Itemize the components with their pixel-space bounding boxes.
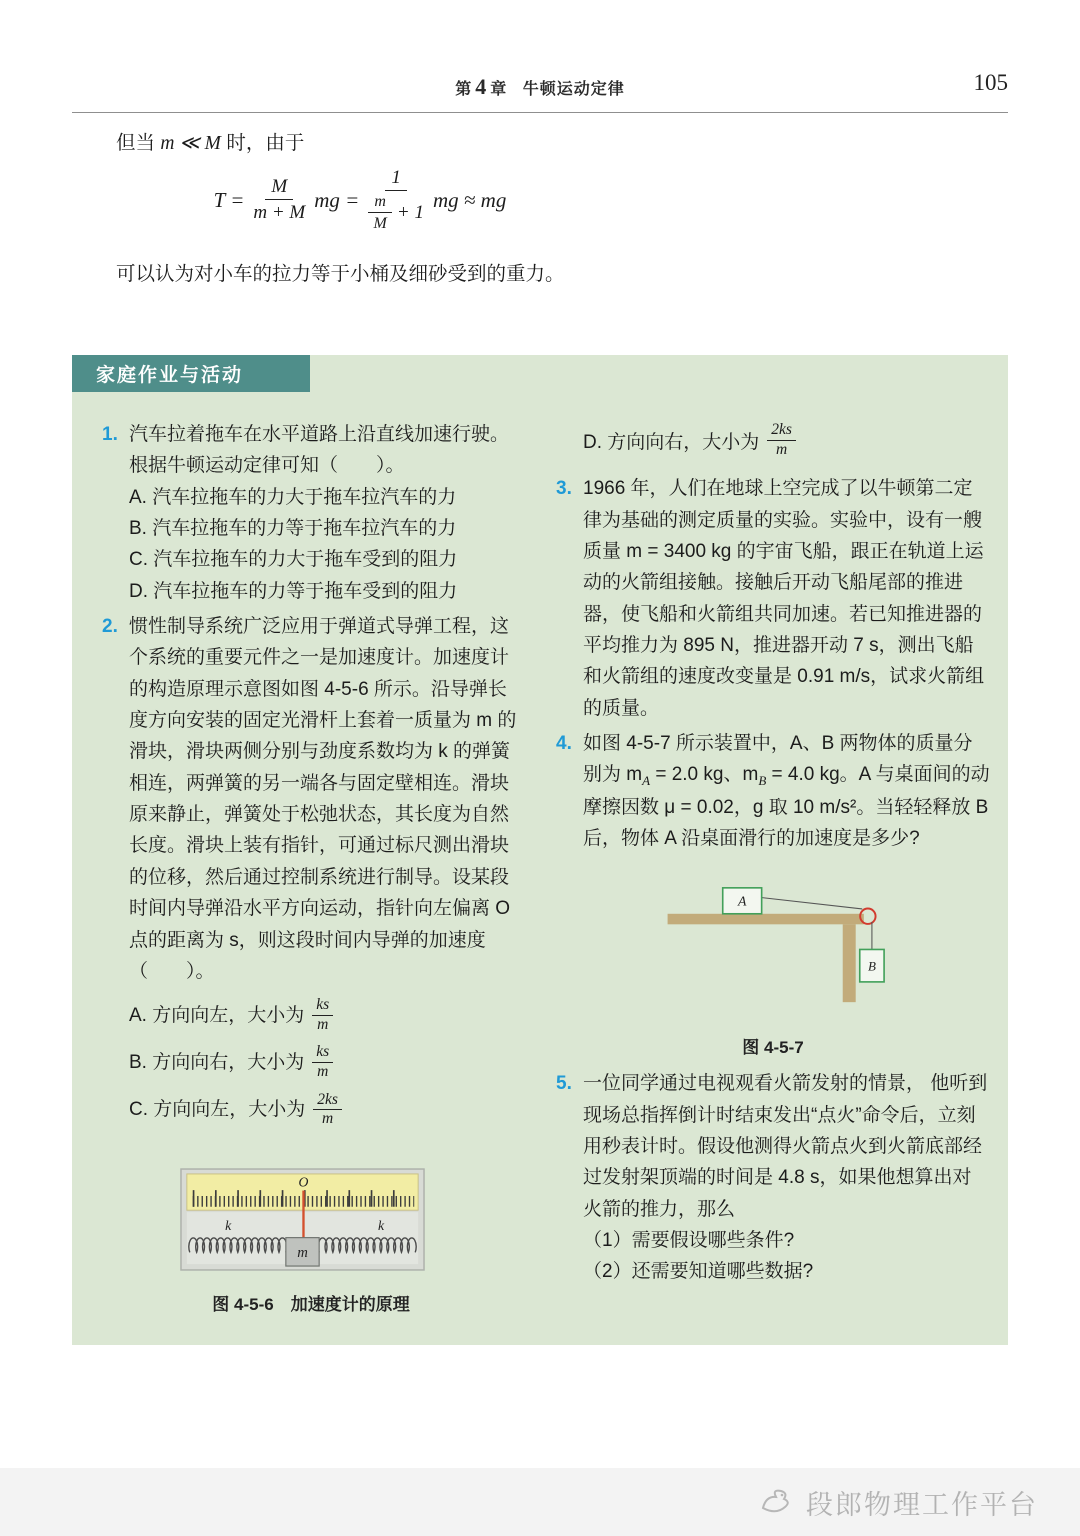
watermark-bar: [0, 1468, 1080, 1536]
formula-lhs: T =: [213, 187, 245, 212]
homework-section-title: 家庭作业与活动: [72, 355, 310, 392]
fraction-1: $\frac{M}{m + M}$: [253, 176, 306, 223]
question-number: 3.: [556, 478, 572, 500]
ruler-origin-label: O: [298, 1174, 309, 1190]
question-1: [102, 419, 520, 607]
page-header: [72, 70, 1008, 113]
question-5-subitem-2: （2）还需要知道哪些数据?: [583, 1261, 814, 1283]
fraction-2: 1 $\frac{m}{M}$ + 1: [368, 166, 424, 234]
chapter-label: 第 4 章: [455, 74, 508, 99]
string-horizontal: [762, 898, 863, 909]
question-2: [102, 611, 520, 1138]
question-number: 4.: [556, 732, 572, 754]
figure-4-5-6: [180, 1168, 520, 1276]
fraction-ks-m: $\frac{ks}{m}$: [312, 996, 333, 1034]
fraction-2ks-m: $\frac{2ks}{m}$: [313, 1091, 342, 1129]
accelerometer-diagram: [180, 1168, 425, 1271]
question-number: 2.: [102, 616, 118, 638]
question-1-option-b: B. 汽车拉拖车的力等于拖车拉汽车的力: [129, 518, 457, 540]
subscript-A: A: [642, 773, 651, 789]
inline-math: m ≪ M: [160, 133, 221, 154]
page-number: 105: [973, 70, 1008, 95]
question-5-text: 一位同学通过电视观看火箭发射的情景， 他听到现场总指挥倒计时结束发出“点火”命令后，立刻用秒表计时。假设他测得火箭点火到火箭底部经过发射架顶端的时间是 4.8 s，如果他想算出对火箭的推力，那么: [583, 1073, 988, 1220]
question-2-option-a: A. 方向向左，大小为 $\frac{ks}{m}$: [129, 996, 520, 1034]
spring-constant-left-label: k: [225, 1217, 232, 1233]
figure-4-5-6-caption: 图 4-5-6 加速度计的原理: [212, 1294, 410, 1314]
question-5-subitem-1: （1）需要假设哪些条件?: [583, 1229, 795, 1251]
block-B-label: B: [867, 958, 876, 974]
block-A-label: A: [737, 893, 747, 909]
fraction-2ks-m: $\frac{2ks}{m}$: [767, 421, 796, 459]
question-3: [556, 473, 990, 724]
watermark-text: 段郎物理工作平台: [806, 1489, 1038, 1520]
subscript-B: B: [758, 773, 767, 789]
table-pulley-diagram: [643, 870, 903, 1020]
question-4-text: 如图 4-5-7 所示装置中，A、B 两物体的质量分别为 $m_A = 2.0$ kg、$m_B = 4.0$ kg。A 与桌面间的动摩擦因数 μ = 0.02，g 取 10 m/s²。当轻轻释放 B 后，物体 A 沿桌面滑行的加速度是多少?: [583, 732, 990, 849]
figure-4-5-7: [643, 870, 903, 1058]
question-1-option-d: D. 汽车拉拖车的力等于拖车受到的阻力: [129, 580, 458, 602]
left-column: [102, 419, 520, 1315]
question-number: 1.: [102, 424, 118, 445]
intro-text-1: 但当 m ≪ M 时，由于: [116, 132, 305, 154]
formula-tail: mg ≈ mg: [432, 187, 507, 212]
chapter-title: 牛顿运动定律: [522, 81, 625, 98]
question-3-text: 1966 年，人们在地球上空完成了以牛顿第二定律为基础的测定质量的实验。实验中，设有一艘质量 m = 3400 kg 的宇宙飞船，跟正在轨道上运动的火箭组接触。接触后开动飞船尾部的推进器，使飞船和火箭组共同加速。若已知推进器的平均推力为 895 N，推进器开动 7 s，测出飞船和火箭组的速度改变量是 0.91 m/s，试求火箭组的质量。: [583, 478, 985, 719]
figure-4-5-7-caption: 图 4-5-7: [742, 1038, 804, 1058]
question-1-option-c: C. 汽车拉拖车的力大于拖车受到的阻力: [129, 549, 458, 571]
question-2-text: 惯性制导系统广泛应用于弹道式导弹工程，这个系统的重要元件之一是加速度计。加速度计的构造原理示意图如图 4-5-6 所示。沿导弹长度方向安装的固定光滑杆上套着一质量为 m 的滑块，滑块两侧分别与劲度系数均为 k 的弹簧相连，两弹簧的另一端各与固定壁相连。滑块原来静止，弹簧处于松弛状态，其长度为自然长度。滑块上装有指针，可通过标尺测出滑块的位移，然后通过控制系统进行制导。设某段时间内导弹沿水平方向运动，指针向左偏离 O 点的距离为 s，则这段时间内导弹的加速度（ ）。: [129, 616, 517, 982]
question-2-option-c: C. 方向向左，大小为 $\frac{2ks}{m}$: [129, 1091, 520, 1129]
tension-formula: [140, 158, 580, 242]
question-2-option-d: D. 方向向右，大小为 $\frac{2ks}{m}$: [583, 421, 990, 459]
formula-mid: mg =: [314, 187, 360, 212]
fraction-ks-m: $\frac{ks}{m}$: [312, 1043, 333, 1081]
right-column: [556, 419, 990, 1292]
table-leg: [843, 925, 856, 1003]
question-4: [556, 728, 990, 854]
question-5: [556, 1068, 990, 1287]
spring-constant-right-label: k: [377, 1217, 385, 1233]
fraction-2-inner: $\frac{m}{M}$: [368, 192, 392, 234]
intro-text-2: 可以认为对小车的拉力等于小桶及细砂受到的重力。: [116, 263, 565, 285]
question-1-option-a: A. 汽车拉拖车的力大于拖车拉汽车的力: [129, 486, 457, 508]
table-surface: [668, 914, 864, 925]
question-number: 5.: [556, 1073, 572, 1095]
mass-label: m: [297, 1244, 308, 1261]
question-2-option-b: B. 方向向右，大小为 $\frac{ks}{m}$: [129, 1043, 520, 1081]
chapter-heading: [72, 74, 1008, 100]
homework-section: [72, 355, 1008, 1345]
question-1-text: 汽车拉着拖车在水平道路上沿直线加速行驶。根据牛顿运动定律可知（ ）。: [129, 424, 510, 477]
watermark-logo-icon: [758, 1486, 794, 1518]
